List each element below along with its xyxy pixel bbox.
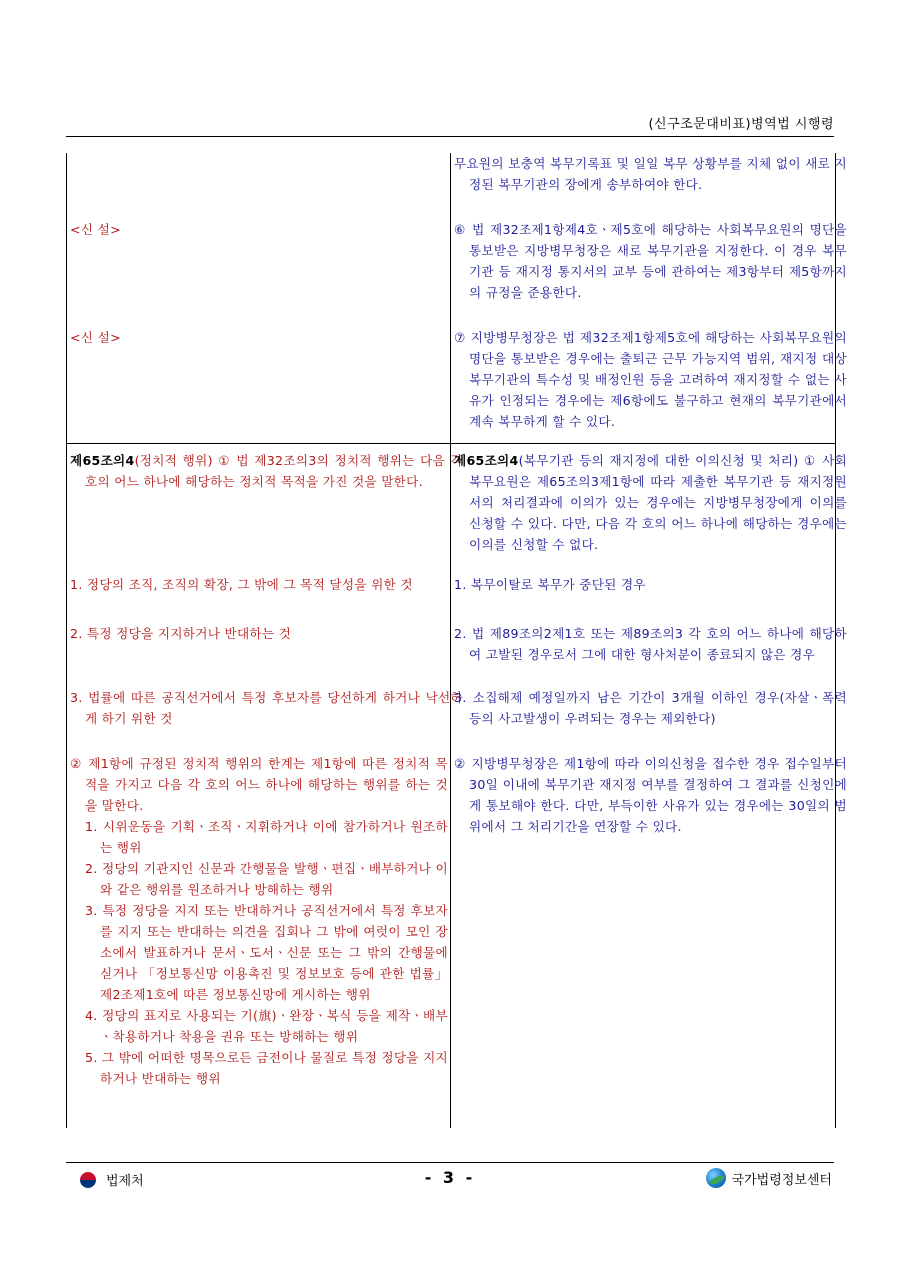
footer-law-center	[706, 1168, 832, 1188]
new-provision-marker: <신 설>	[70, 222, 121, 237]
new-item-cell	[454, 574, 847, 595]
new-text-cell	[454, 219, 847, 303]
new-text: 2. 법 제89조의2제1호 또는 제89조의3 각 호의 어느 하나에 해당하여 고발된 경우로서 그에 대한 형사처분이 종료되지 않은 경우	[454, 626, 847, 662]
old-text-cell	[70, 219, 448, 240]
footer-right-label: 국가법령정보센터	[731, 1172, 832, 1188]
list-item: 3. 특정 정당을 지지 또는 반대하거나 공직선거에서 특정 후보자를 지지 또는 반대하는 의견을 집회나 그 밖에 여럿이 모인 장소에서 발표하거나 문서ㆍ도서ㆍ신문 또는 그 밖의 간행물에 싣거나 「정보통신망 이용촉진 및 정보보호 등에 관한 법률」 제2조제1호에 따른 정보통신망에 게시하는 행위	[85, 903, 448, 1002]
new-text: ⑦ 지방병무청장은 법 제32조제1항제5호에 해당하는 사회복무요원의 명단을 통보받은 경우에는 출퇴근 근무 가능지역 범위, 재지정 대상 복무기관의 특수성 및 배정인원 등을 고려하여 재지정할 수 없는 사유가 인정되는 경우에는 제6항에도 불구하고 현재의 복무기관에서 계속 복무하게 할 수 있다.	[454, 330, 847, 429]
row-divider	[67, 443, 835, 444]
new-article-cell	[454, 450, 847, 555]
article-number: 제65조의4	[70, 453, 135, 468]
page-number: - 3 -	[424, 1168, 476, 1187]
comparison-table	[66, 153, 847, 1128]
new-text-cell	[454, 327, 847, 432]
old-text: (정치적 행위) ① 법 제32조의3의 정치적 행위는 다음 각 호의 어느 하나에 해당하는 정치적 목적을 가진 것을 말한다.	[85, 453, 463, 489]
list-item: 5. 그 밖에 어떠한 명목으로든 금전이나 물질로 특정 정당을 지지하거나 반대하는 행위	[85, 1050, 448, 1086]
new-text: 3. 소집해제 예정일까지 남은 기간이 3개월 이하인 경우(자살ㆍ폭력 등의 사고발생이 우려되는 경우는 제외한다)	[454, 690, 847, 726]
footer-left-label: 법제처	[106, 1174, 144, 1189]
new-item-cell	[454, 687, 847, 729]
old-text-cell	[70, 327, 448, 348]
list-item: 4. 정당의 표지로 사용되는 기(旗)ㆍ완장ㆍ복식 등을 제작ㆍ배부ㆍ착용하거나 착용을 권유 또는 방해하는 행위	[85, 1008, 448, 1044]
header-divider	[66, 136, 834, 137]
new-text: 1. 복무이탈로 복무가 중단된 경우	[454, 577, 646, 592]
old-text: 2. 특정 정당을 지지하거나 반대하는 것	[70, 626, 292, 641]
new-text: ② 지방병무청장은 제1항에 따라 이의신청을 접수한 경우 접수일부터 30일 이내에 복무기관 재지정 여부를 결정하여 그 결과를 신청인에게 통보해야 한다. 다만, 부득이한 사유가 있는 경우에는 30일의 범위에서 그 처리기간을 연장할 수 있다.	[454, 756, 847, 834]
new-text: ⑥ 법 제32조제1항제4호ㆍ제5호에 해당하는 사회복무요원의 명단을 통보받은 지방병무청장은 새로 복무기관을 지정한다. 이 경우 복무기관 등 재지정 통지서의 교부 등에 관하여는 제3항부터 제5항까지의 규정을 준용한다.	[454, 222, 847, 300]
footer-divider	[66, 1162, 834, 1163]
old-text: 3. 법률에 따른 공직선거에서 특정 후보자를 당선하게 하거나 낙선하게 하기 위한 것	[70, 690, 463, 726]
new-text: (복무기관 등의 재지정에 대한 이의신청 및 처리) ① 사회복무요원은 제65조의3제1항에 따라 제출한 복무기관 등 재지정원서의 처리결과에 이의가 있는 경우에는 지방병무청장에게 이의를 신청할 수 있다. 다만, 다음 각 호의 어느 하나에 해당하는 경우에는 이의를 신청할 수 없다.	[469, 453, 847, 552]
globe-icon	[706, 1168, 726, 1188]
old-article-cell	[70, 450, 463, 492]
document-title: (신구조문대비표)병역법 시행령	[648, 117, 834, 132]
old-item-cell	[70, 623, 463, 644]
list-item: 1. 시위운동을 기획ㆍ조직ㆍ지휘하거나 이에 참가하거나 원조하는 행위	[85, 819, 448, 855]
new-paragraph-cell	[454, 753, 847, 837]
old-item-cell	[70, 574, 463, 595]
old-paragraph-cell	[70, 753, 448, 1089]
new-item-cell	[454, 623, 847, 665]
article-number: 제65조의4	[454, 453, 519, 468]
list-item: 2. 정당의 기관지인 신문과 간행물을 발행ㆍ편집ㆍ배부하거나 이와 같은 행위를 원조하거나 방해하는 행위	[85, 861, 448, 897]
old-item-cell	[70, 687, 463, 729]
new-provision-marker: <신 설>	[70, 330, 121, 345]
old-text: ② 제1항에 규정된 정치적 행위의 한계는 제1항에 따른 정치적 목적을 가지고 다음 각 호의 어느 하나에 해당하는 행위를 하는 것을 말한다.	[70, 756, 448, 813]
old-text: 1. 정당의 조직, 조직의 확장, 그 밖에 그 목적 달성을 위한 것	[70, 577, 413, 592]
new-text-cell	[454, 153, 847, 195]
new-text: 무요원의 보충역 복무기록표 및 일일 복무 상황부를 지체 없이 새로 지정된 복무기관의 장에게 송부하여야 한다.	[454, 156, 847, 192]
